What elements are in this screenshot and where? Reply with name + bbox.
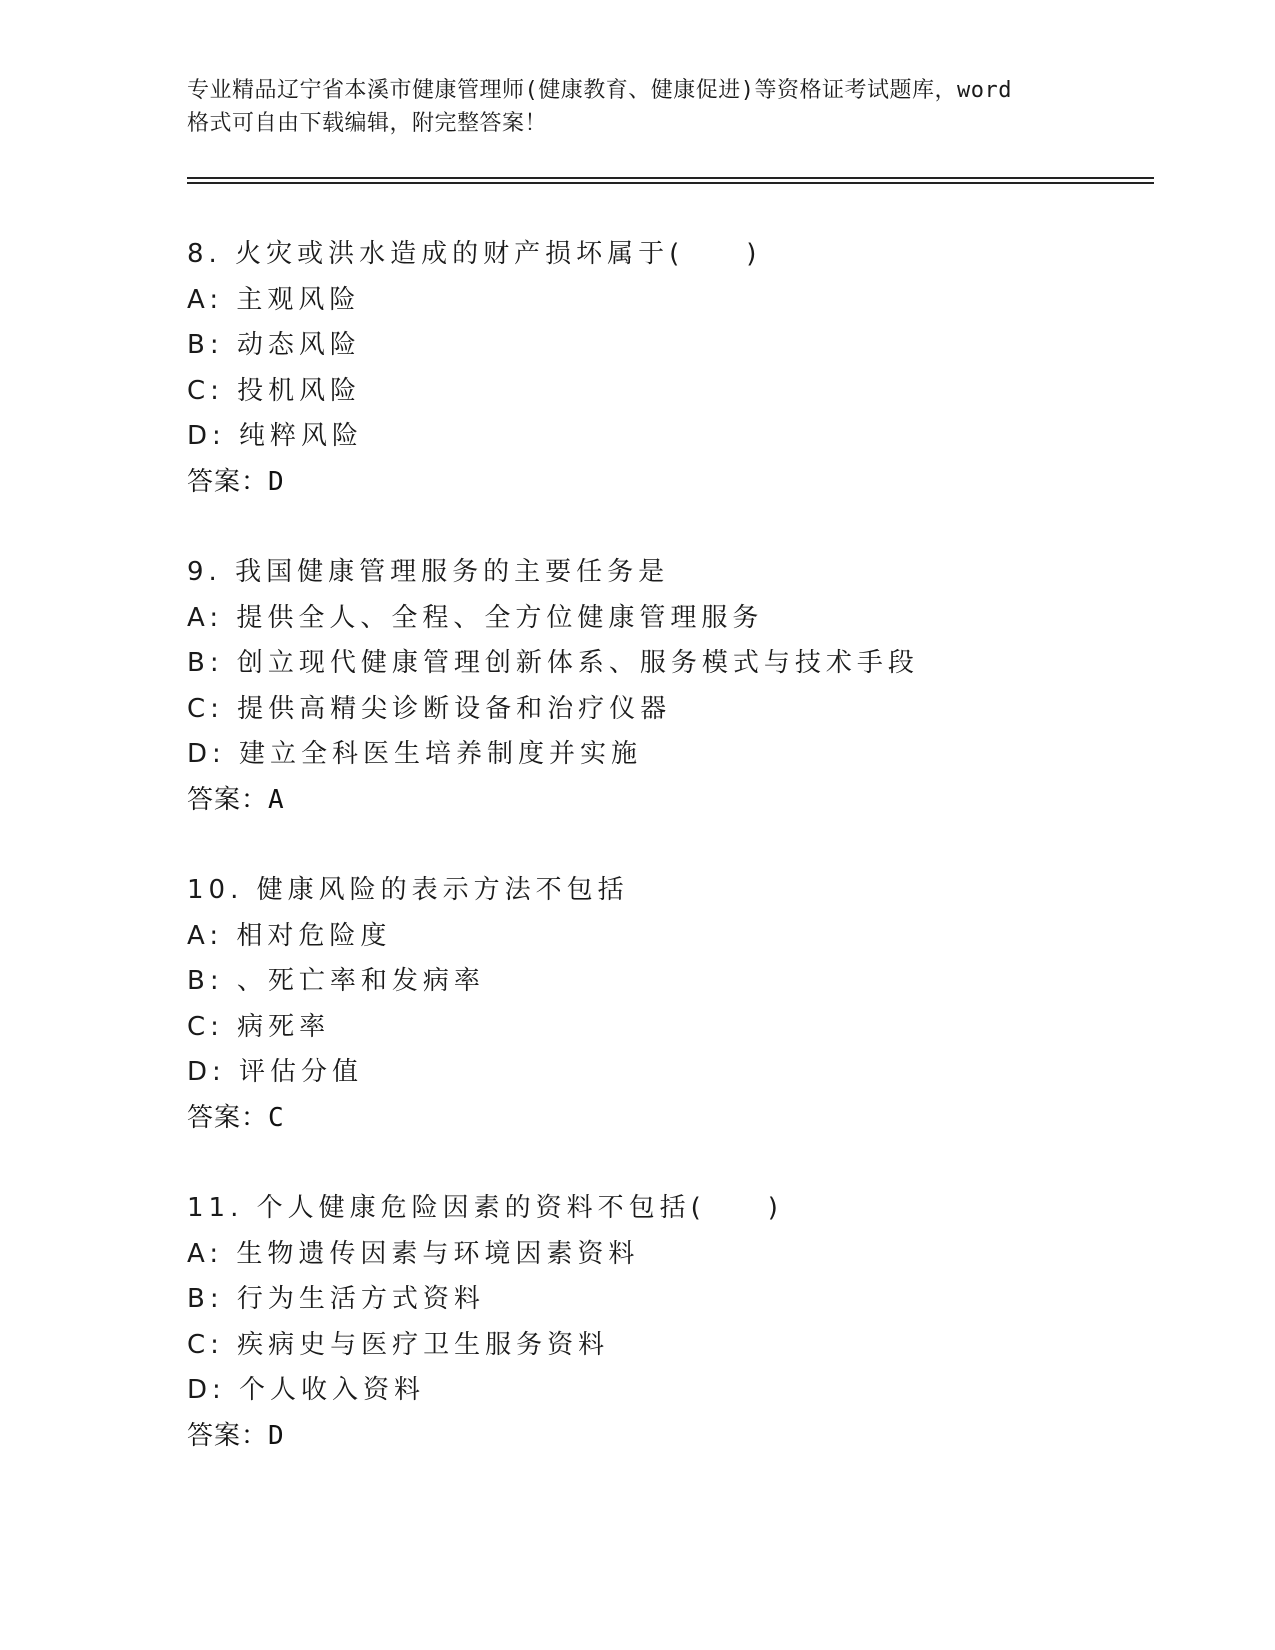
answer-label: 答案： [187, 1420, 269, 1451]
option-d: D: 建立全科医生培养制度并实施 [187, 739, 643, 769]
answer-value: A [268, 784, 285, 815]
question-stem: 10. 健康风险的表示方法不包括 [187, 875, 629, 905]
option-a: A: 生物遗传因素与环境因素资料 [187, 1238, 640, 1269]
answer-label: 答案： [187, 466, 269, 497]
option-d: D: 个人收入资料 [187, 1375, 426, 1405]
option-c: C: 疾病史与医疗卫生服务资料 [187, 1329, 610, 1360]
question-stem: 9. 我国健康管理服务的主要任务是 [187, 557, 670, 587]
header-line-2: 格式可自由下载编辑，附完整答案！ [187, 111, 548, 136]
option-d: D: 纯粹风险 [187, 421, 364, 451]
option-b: B: 行为生活方式资料 [187, 1284, 485, 1314]
answer-line [187, 1096, 1147, 1142]
question-10 [187, 868, 1147, 1141]
option-d: D: 评估分值 [187, 1057, 364, 1087]
option-c: C: 病死率 [187, 1011, 331, 1042]
header-divider-bottom [187, 182, 1154, 184]
question-stem: 11. 个人健康危险因素的资料不包括( ) [187, 1193, 783, 1223]
option-a: A: 主观风险 [187, 284, 361, 315]
option-b: B: 、死亡率和发病率 [187, 966, 485, 996]
document-header [187, 74, 1087, 140]
question-stem: 8. 火灾或洪水造成的财产损坏属于( ) [187, 239, 762, 269]
header-line-1: 专业精品辽宁省本溪市健康管理师(健康教育、健康促进)等资格证考试题库，word [187, 78, 1012, 103]
option-b: B: 动态风险 [187, 330, 361, 360]
answer-line [187, 778, 1147, 824]
header-divider-top [187, 177, 1154, 179]
question-11 [187, 1186, 1147, 1459]
answer-label: 答案： [187, 1102, 269, 1133]
option-a: A: 相对危险度 [187, 920, 392, 951]
answer-line [187, 460, 1147, 506]
answer-value: C [268, 1102, 285, 1133]
option-c: C: 投机风险 [187, 375, 362, 406]
question-9 [187, 550, 1147, 823]
answer-value: D [268, 1420, 285, 1451]
option-c: C: 提供高精尖诊断设备和治疗仪器 [187, 693, 672, 724]
question-8 [187, 232, 1147, 505]
answer-value: D [268, 466, 285, 497]
option-b: B: 创立现代健康管理创新体系、服务模式与技术手段 [187, 648, 919, 678]
option-a: A: 提供全人、全程、全方位健康管理服务 [187, 602, 764, 633]
answer-label: 答案： [187, 784, 269, 815]
answer-line [187, 1414, 1147, 1460]
